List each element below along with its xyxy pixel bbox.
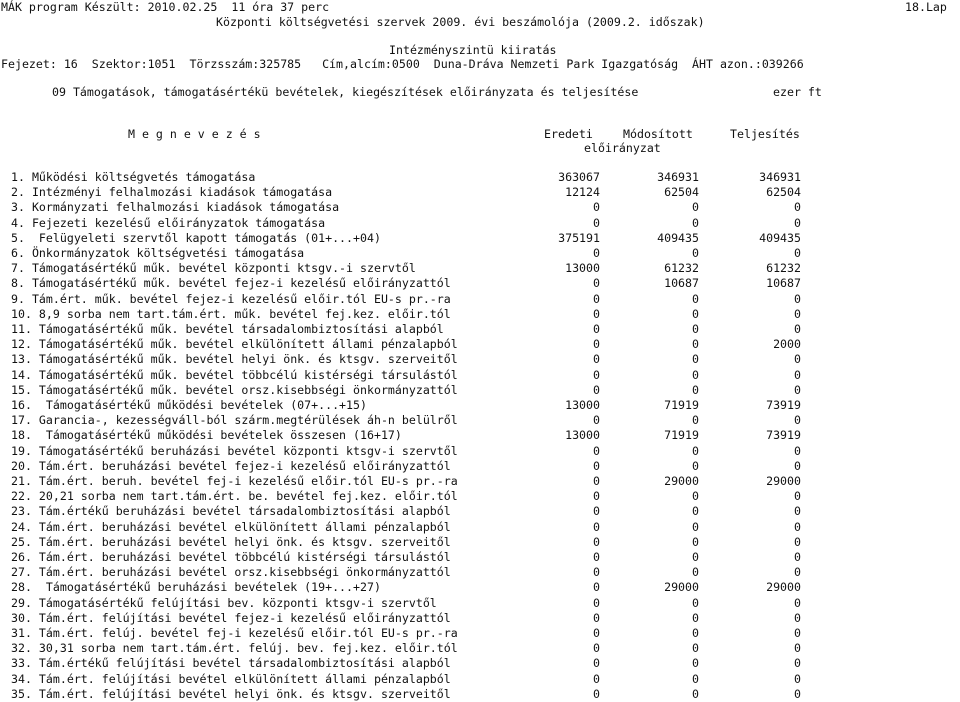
- table-row: [0, 246, 960, 261]
- row-label: 31. Tám.ért. felúj. bevétel fej-i kezelésű előir.tól EU-s pr.-ra: [11, 626, 458, 640]
- actual-value: 0: [794, 306, 801, 321]
- original-value: 13000: [565, 428, 600, 443]
- modified-value: 0: [692, 246, 699, 260]
- actual-value: 0: [794, 656, 801, 671]
- actual-value: 346931: [759, 170, 801, 184]
- original-value: 0: [593, 382, 600, 397]
- column-header-modified: Módosított: [623, 127, 693, 141]
- modified-value: 71919: [664, 428, 699, 443]
- row-label: 25. Tám.ért. beruházási bevétel helyi önk. és ktsgv. szerveitől: [11, 534, 451, 549]
- original-value: 0: [593, 322, 600, 336]
- actual-value: 0: [794, 641, 801, 656]
- modified-value: 0: [692, 291, 699, 306]
- original-value: 0: [593, 489, 600, 504]
- original-value: 0: [593, 458, 600, 473]
- table-row: [0, 231, 960, 246]
- table-row: [0, 261, 960, 276]
- modified-value: 0: [692, 306, 699, 321]
- modified-value: 0: [692, 200, 699, 215]
- table-row: [0, 398, 960, 413]
- actual-value: 73919: [766, 428, 801, 443]
- row-label: 16. Támogatásértékű működési bevételek (07+...+15): [11, 398, 367, 412]
- actual-value: 0: [794, 367, 801, 382]
- original-value: 0: [593, 337, 600, 352]
- original-value: 0: [593, 246, 600, 260]
- table-row: [0, 550, 960, 565]
- row-label: 18. Támogatásértékű működési bevételek összesen (16+17): [11, 428, 402, 443]
- original-value: 0: [593, 413, 600, 428]
- modified-value: 0: [692, 626, 699, 640]
- modified-value: 0: [692, 382, 699, 397]
- table-row: [0, 656, 960, 671]
- original-value: 0: [593, 686, 600, 701]
- actual-value: 10687: [766, 276, 801, 291]
- row-label: 20. Tám.ért. beruházási bevétel fejez-i kezelésű előirányzattól: [11, 458, 451, 473]
- table-row: [0, 216, 960, 231]
- row-label: 8. Támogatásértékű műk. bevétel fejez-i kezelésű előirányzattól: [11, 276, 451, 291]
- actual-value: 0: [794, 686, 801, 701]
- table-row: [0, 611, 960, 626]
- original-value: 0: [593, 595, 600, 610]
- row-label: 10. 8,9 sorba nem tart.tám.ért. műk. bevétel fej.kez. előir.tól: [11, 306, 451, 321]
- actual-value: 0: [794, 671, 801, 686]
- table-row: [0, 185, 960, 200]
- original-value: 0: [593, 610, 600, 625]
- actual-value: 0: [794, 352, 801, 367]
- modified-value: 0: [692, 443, 699, 458]
- modified-value: 0: [692, 337, 699, 352]
- actual-value: 0: [794, 246, 801, 260]
- row-label: 1. Működési költségvetés támogatása: [11, 170, 256, 184]
- table-row: [0, 413, 960, 428]
- original-value: 0: [593, 474, 600, 488]
- table-row: [0, 504, 960, 519]
- original-value: 375191: [558, 230, 600, 245]
- original-value: 0: [593, 656, 600, 671]
- actual-value: 0: [794, 291, 801, 306]
- table-row: [0, 520, 960, 535]
- row-label: 7. Támogatásértékű műk. bevétel központi ktsgv.-i szervtől: [11, 261, 416, 276]
- actual-value: 0: [794, 322, 801, 336]
- original-value: 0: [593, 200, 600, 215]
- row-label: 28. Támogatásértékű beruházási bevételek (19+...+27): [11, 580, 381, 595]
- modified-value: 0: [692, 504, 699, 519]
- table-row: [0, 565, 960, 580]
- modified-value: 0: [692, 656, 699, 671]
- actual-value: 0: [794, 215, 801, 230]
- actual-value: 29000: [766, 580, 801, 595]
- original-value: 0: [593, 550, 600, 564]
- original-value: 0: [593, 276, 600, 291]
- row-label: 23. Tám.értékű beruházási bevétel társadalombiztosítási alapból: [11, 504, 451, 519]
- chapter-line: Fejezet: 16 Szektor:1051 Törzsszám:325785 Cím,alcím:0500 Duna-Dráva Nemzeti Park Igazgatóság ÁHT azon.:039266: [1, 57, 804, 71]
- modified-value: 10687: [664, 276, 699, 291]
- row-label: 22. 20,21 sorba nem tart.tám.ért. be. bevétel fej.kez. előir.tól: [11, 489, 458, 504]
- modified-value: 0: [692, 519, 699, 534]
- actual-value: 0: [794, 550, 801, 564]
- row-label: 30. Tám.ért. felújítási bevétel fejez-i kezelésű előirányzattól: [11, 610, 451, 625]
- original-value: 13000: [565, 261, 600, 276]
- original-value: 0: [593, 291, 600, 306]
- actual-value: 0: [794, 565, 801, 580]
- modified-value: 0: [692, 534, 699, 549]
- row-label: 14. Támogatásértékű műk. bevétel többcélú kistérségi társulástól: [11, 367, 458, 382]
- original-value: 0: [593, 306, 600, 321]
- unit-label: ezer ft: [773, 85, 822, 99]
- modified-value: 0: [692, 413, 699, 428]
- row-label: 29. Támogatásértékű felújítási bev. központi ktsgv-i szervtől: [11, 595, 437, 610]
- table-row: [0, 474, 960, 489]
- actual-value: 0: [794, 504, 801, 519]
- modified-value: 0: [692, 458, 699, 473]
- row-label: 9. Tám.ért. műk. bevétel fejez-i kezelésű előir.tól EU-s pr.-ra: [11, 291, 451, 306]
- row-label: 21. Tám.ért. beruh. bevétel fej-i kezelésű előir.tól EU-s pr.-ra: [11, 474, 458, 488]
- modified-value: 0: [692, 352, 699, 367]
- modified-value: 0: [692, 550, 699, 564]
- row-label: 6. Önkormányzatok költségvetési támogatása: [11, 246, 305, 260]
- original-value: 13000: [565, 398, 600, 412]
- row-label: 26. Tám.ért. beruházási bevétel többcélú kistérségi társulástól: [11, 550, 451, 564]
- table-row: [0, 307, 960, 322]
- table-row: [0, 489, 960, 504]
- column-header-actual: Teljesítés: [730, 127, 800, 141]
- row-label: 11. Támogatásértékű műk. bevétel társadalombiztosítási alapból: [11, 322, 444, 336]
- actual-value: 0: [794, 443, 801, 458]
- actual-value: 0: [794, 413, 801, 428]
- row-label: 34. Tám.ért. felújítási bevétel elkülönített állami pénzalapból: [11, 671, 451, 686]
- row-label: 12. Támogatásértékű műk. bevétel elkülönített állami pénzalapból: [11, 337, 458, 352]
- modified-value: 0: [692, 595, 699, 610]
- report-subtitle: Központi költségvetési szervek 2009. évi beszámolója (2009.2. időszak): [216, 15, 705, 29]
- page-number: 18.Lap: [905, 0, 947, 14]
- table-row: [0, 170, 960, 185]
- modified-value: 0: [692, 686, 699, 701]
- original-value: 0: [593, 504, 600, 519]
- original-value: 0: [593, 671, 600, 686]
- actual-value: 409435: [759, 230, 801, 245]
- table-row: [0, 596, 960, 611]
- row-label: 3. Kormányzati felhalmozási kiadások támogatása: [11, 200, 340, 215]
- report-type: Intézményszintü kiiratás: [389, 43, 557, 57]
- table-row: [0, 626, 960, 641]
- original-value: 0: [593, 215, 600, 230]
- table-row: [0, 276, 960, 291]
- row-label: 27. Tám.ért. beruházási bevétel orsz.kisebbségi önkormányzattól: [11, 565, 451, 580]
- actual-value: 2000: [773, 337, 801, 352]
- original-value: 12124: [565, 185, 600, 200]
- table-row: [0, 580, 960, 595]
- table-row: [0, 641, 960, 656]
- actual-value: 61232: [766, 261, 801, 276]
- original-value: 0: [593, 641, 600, 656]
- table-row: [0, 292, 960, 307]
- column-header-modified-sub: előirányzat: [584, 141, 661, 155]
- table-title: 09 Támogatások, támogatásértékü bevételek, kiegészítések előirányzata és teljesítése: [52, 85, 639, 99]
- modified-value: 71919: [664, 398, 699, 412]
- row-label: 4. Fejezeti kezelésű előirányzatok támogatása: [11, 215, 326, 230]
- original-value: 0: [593, 626, 600, 640]
- actual-value: 0: [794, 519, 801, 534]
- row-label: 2. Intézményi felhalmozási kiadások támogatása: [11, 185, 333, 200]
- actual-value: 0: [794, 489, 801, 504]
- modified-value: 0: [692, 367, 699, 382]
- table-row: [0, 352, 960, 367]
- table-row: [0, 535, 960, 550]
- original-value: 0: [593, 367, 600, 382]
- actual-value: 0: [794, 595, 801, 610]
- table-row: [0, 200, 960, 215]
- row-label: 19. Támogatásértékű beruházási bevétel központi ktsgv-i szervtől: [11, 443, 458, 458]
- modified-value: 346931: [657, 170, 699, 184]
- table-row: [0, 322, 960, 337]
- row-label: 17. Garancia-, kezességváll-ból szárm.megtérülések áh-n belülről: [11, 413, 458, 428]
- actual-value: 0: [794, 610, 801, 625]
- actual-value: 0: [794, 382, 801, 397]
- modified-value: 61232: [664, 261, 699, 276]
- original-value: 0: [593, 443, 600, 458]
- table-row: [0, 368, 960, 383]
- modified-value: 409435: [657, 230, 699, 245]
- actual-value: 62504: [766, 185, 801, 200]
- table-row: [0, 428, 960, 443]
- row-label: 13. Támogatásértékű műk. bevétel helyi önk. és ktsgv. szerveitől: [11, 352, 458, 367]
- actual-value: 0: [794, 626, 801, 640]
- original-value: 363067: [558, 170, 600, 184]
- row-label: 33. Tám.értékű felújítási bevétel társadalombiztosítási alapból: [11, 656, 451, 671]
- table-row: [0, 687, 960, 702]
- program-info: MÁK program Készült: 2010.02.25 11 óra 37 perc: [1, 0, 330, 14]
- original-value: 0: [593, 352, 600, 367]
- row-label: 15. Támogatásértékű műk. bevétel orsz.kisebbségi önkormányzattól: [11, 382, 458, 397]
- modified-value: 0: [692, 215, 699, 230]
- row-label: 32. 30,31 sorba nem tart.tám.ért. felúj. bev. fej.kez. előir.tól: [11, 641, 458, 656]
- actual-value: 29000: [766, 474, 801, 488]
- table-row: [0, 383, 960, 398]
- modified-value: 29000: [664, 580, 699, 595]
- modified-value: 0: [692, 489, 699, 504]
- modified-value: 29000: [664, 474, 699, 488]
- actual-value: 0: [794, 200, 801, 215]
- table-row: [0, 444, 960, 459]
- modified-value: 0: [692, 322, 699, 336]
- table-row: [0, 459, 960, 474]
- modified-value: 0: [692, 565, 699, 580]
- row-label: 24. Tám.ért. beruházási bevétel elkülönített állami pénzalapból: [11, 519, 451, 534]
- modified-value: 62504: [664, 185, 699, 200]
- row-label: 35. Tám.ért. felújítási bevétel helyi önk. és ktsgv. szerveitől: [11, 686, 451, 701]
- actual-value: 73919: [766, 398, 801, 412]
- column-header-original: Eredeti: [544, 127, 593, 141]
- row-label: 5. Felügyeleti szervtől kapott támogatás (01+...+04): [11, 230, 381, 245]
- column-header-name: M e g n e v e z é s: [128, 127, 261, 141]
- actual-value: 0: [794, 534, 801, 549]
- modified-value: 0: [692, 671, 699, 686]
- actual-value: 0: [794, 458, 801, 473]
- original-value: 0: [593, 534, 600, 549]
- original-value: 0: [593, 580, 600, 595]
- original-value: 0: [593, 565, 600, 580]
- original-value: 0: [593, 519, 600, 534]
- modified-value: 0: [692, 641, 699, 656]
- table-row: [0, 672, 960, 687]
- modified-value: 0: [692, 610, 699, 625]
- table-row: [0, 337, 960, 352]
